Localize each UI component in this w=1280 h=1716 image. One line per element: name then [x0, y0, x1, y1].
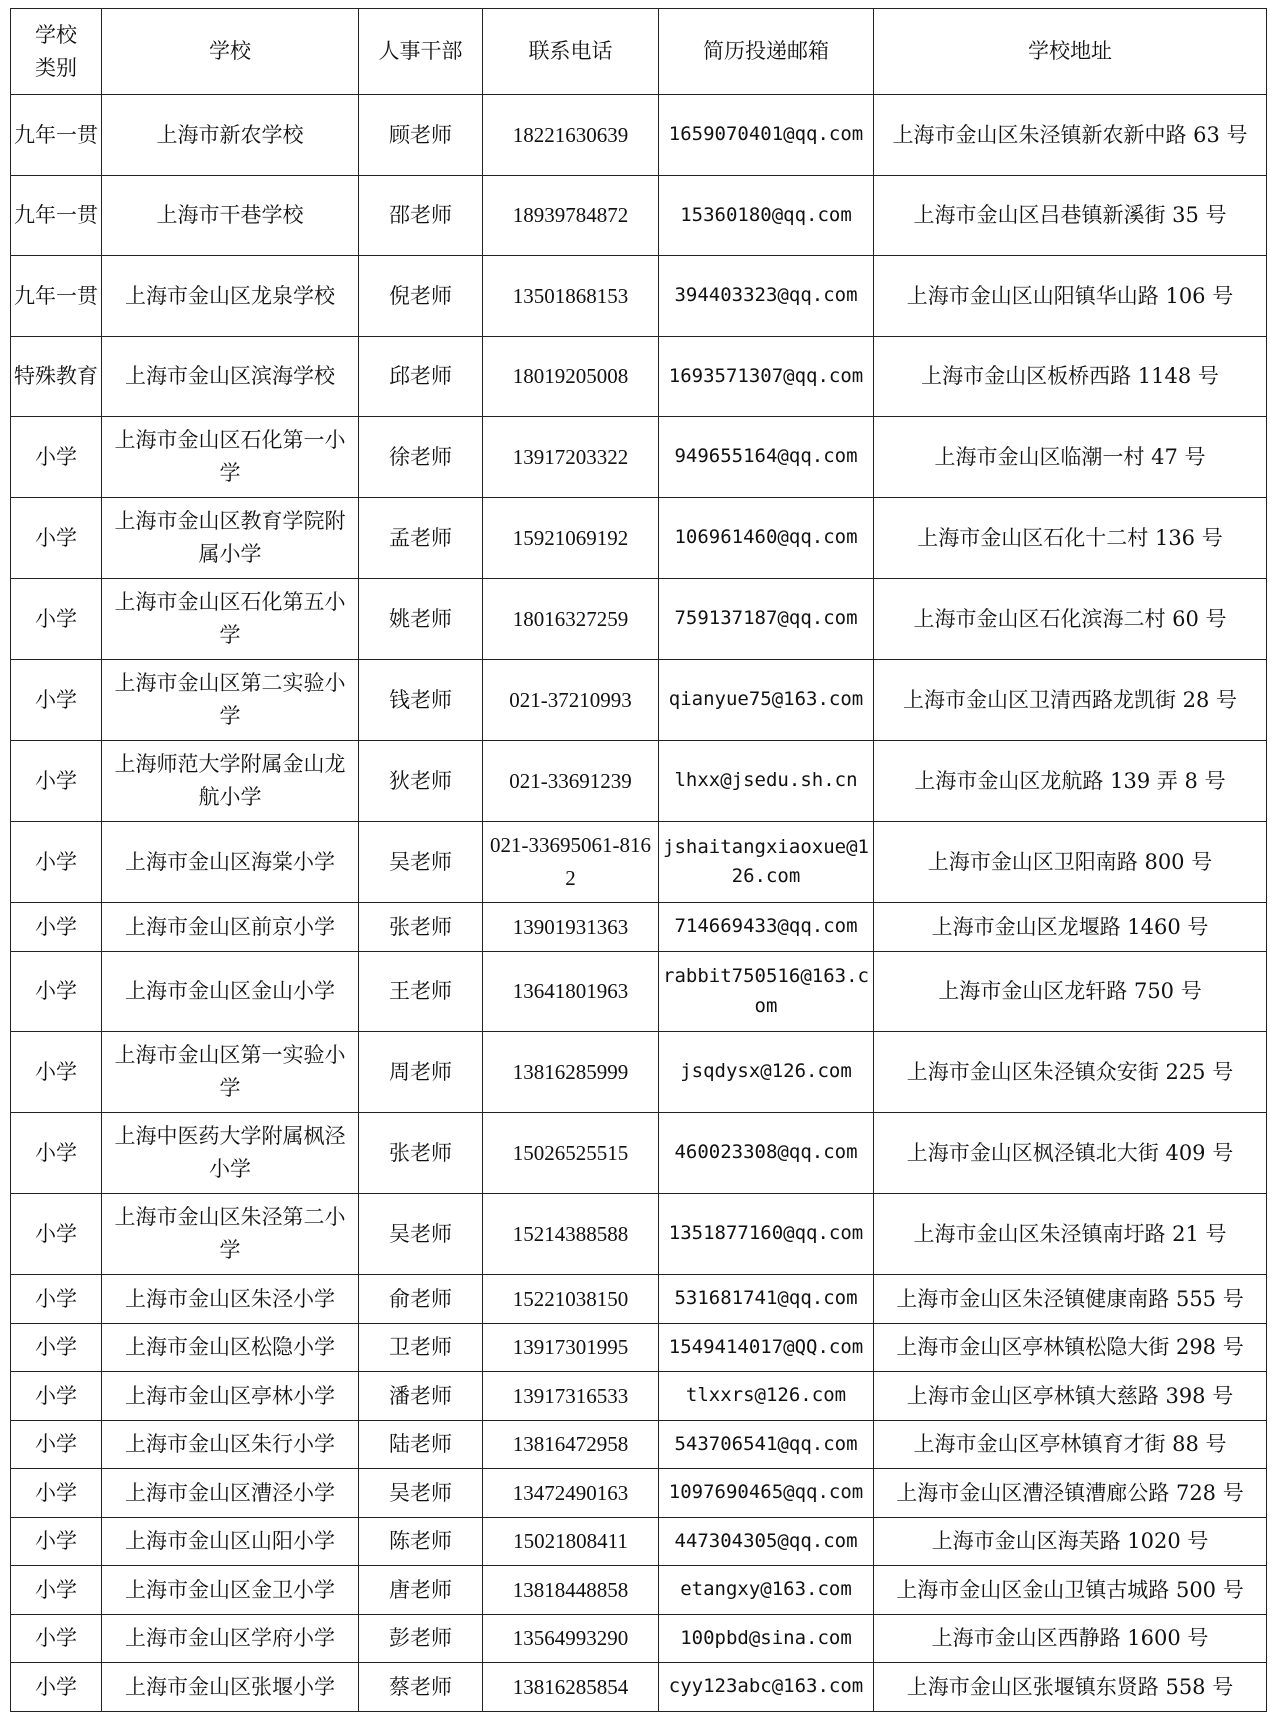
cell-school-type: 小学 — [11, 498, 102, 579]
cell-hr-contact: 邵老师 — [359, 176, 483, 256]
table-row — [11, 1615, 1267, 1663]
cell-email: 543706541@qq.com — [659, 1421, 874, 1469]
table-row — [11, 579, 1267, 660]
cell-school-type: 九年一贯 — [11, 95, 102, 176]
cell-hr-contact: 唐老师 — [359, 1566, 483, 1615]
cell-email: jshaitangxiaoxue@126.com — [659, 822, 874, 903]
cell-school-type: 小学 — [11, 952, 102, 1032]
cell-school-type: 小学 — [11, 660, 102, 741]
header-email: 简历投递邮箱 — [659, 9, 874, 95]
cell-email: 759137187@qq.com — [659, 579, 874, 660]
table-row — [11, 1113, 1267, 1194]
cell-school-type: 小学 — [11, 1469, 102, 1518]
cell-email: 1693571307@qq.com — [659, 337, 874, 417]
cell-school-type: 小学 — [11, 1663, 102, 1712]
cell-email: 1659070401@qq.com — [659, 95, 874, 176]
cell-school-name: 上海市金山区滨海学校 — [102, 337, 359, 417]
cell-hr-contact: 潘老师 — [359, 1372, 483, 1421]
school-contact-table — [10, 8, 1267, 1712]
cell-school-name: 上海市金山区前京小学 — [102, 903, 359, 952]
table-row — [11, 1324, 1267, 1372]
cell-address: 上海市金山区吕巷镇新溪街 35 号 — [874, 176, 1267, 256]
cell-email: 394403323@qq.com — [659, 256, 874, 337]
cell-school-name: 上海市金山区金卫小学 — [102, 1566, 359, 1615]
cell-address: 上海市金山区亭林镇大慈路 398 号 — [874, 1372, 1267, 1421]
cell-email: 1351877160@qq.com — [659, 1194, 874, 1275]
cell-school-type: 小学 — [11, 1194, 102, 1275]
cell-address: 上海市金山区亭林镇松隐大街 298 号 — [874, 1324, 1267, 1372]
cell-school-type: 小学 — [11, 1324, 102, 1372]
cell-school-type: 小学 — [11, 822, 102, 903]
cell-school-type: 小学 — [11, 903, 102, 952]
header-row — [11, 9, 1267, 95]
header-address: 学校地址 — [874, 9, 1267, 95]
table-row — [11, 1518, 1267, 1566]
cell-phone: 13917203322 — [483, 417, 659, 498]
cell-school-type: 小学 — [11, 1113, 102, 1194]
cell-email: lhxx@jsedu.sh.cn — [659, 741, 874, 822]
cell-hr-contact: 倪老师 — [359, 256, 483, 337]
cell-hr-contact: 蔡老师 — [359, 1663, 483, 1712]
cell-phone: 021-37210993 — [483, 660, 659, 741]
cell-email: 100pbd@sina.com — [659, 1615, 874, 1663]
cell-school-type: 小学 — [11, 417, 102, 498]
cell-school-name: 上海市金山区朱行小学 — [102, 1421, 359, 1469]
table-row — [11, 1032, 1267, 1113]
table-row — [11, 1275, 1267, 1324]
cell-phone: 18016327259 — [483, 579, 659, 660]
cell-address: 上海市金山区龙航路 139 弄 8 号 — [874, 741, 1267, 822]
cell-school-name: 上海市金山区张堰小学 — [102, 1663, 359, 1712]
cell-hr-contact: 陈老师 — [359, 1518, 483, 1566]
cell-phone: 15921069192 — [483, 498, 659, 579]
cell-hr-contact: 卫老师 — [359, 1324, 483, 1372]
cell-school-name: 上海市金山区山阳小学 — [102, 1518, 359, 1566]
cell-school-name: 上海市金山区朱泾小学 — [102, 1275, 359, 1324]
cell-phone: 13901931363 — [483, 903, 659, 952]
cell-address: 上海市金山区朱泾镇南圩路 21 号 — [874, 1194, 1267, 1275]
cell-address: 上海市金山区龙轩路 750 号 — [874, 952, 1267, 1032]
cell-school-type: 九年一贯 — [11, 176, 102, 256]
cell-phone: 18019205008 — [483, 337, 659, 417]
cell-school-type: 特殊教育 — [11, 337, 102, 417]
cell-email: 447304305@qq.com — [659, 1518, 874, 1566]
cell-address: 上海市金山区龙堰路 1460 号 — [874, 903, 1267, 952]
cell-email: 1549414017@QQ.com — [659, 1324, 874, 1372]
header-school: 学校 — [102, 9, 359, 95]
cell-phone: 021-33695061-8162 — [483, 822, 659, 903]
cell-hr-contact: 周老师 — [359, 1032, 483, 1113]
cell-address: 上海市金山区朱泾镇众安街 225 号 — [874, 1032, 1267, 1113]
table-row — [11, 498, 1267, 579]
cell-school-name: 上海市金山区海棠小学 — [102, 822, 359, 903]
cell-school-type: 小学 — [11, 1275, 102, 1324]
cell-address: 上海市金山区张堰镇东贤路 558 号 — [874, 1663, 1267, 1712]
cell-address: 上海市金山区板桥西路 1148 号 — [874, 337, 1267, 417]
cell-school-type: 小学 — [11, 1615, 102, 1663]
cell-address: 上海市金山区西静路 1600 号 — [874, 1615, 1267, 1663]
cell-hr-contact: 邱老师 — [359, 337, 483, 417]
cell-address: 上海市金山区亭林镇育才街 88 号 — [874, 1421, 1267, 1469]
cell-address: 上海市金山区朱泾镇健康南路 555 号 — [874, 1275, 1267, 1324]
cell-phone: 15221038150 — [483, 1275, 659, 1324]
cell-hr-contact: 狄老师 — [359, 741, 483, 822]
cell-phone: 15214388588 — [483, 1194, 659, 1275]
table-row — [11, 1194, 1267, 1275]
cell-email: rabbit750516@163.com — [659, 952, 874, 1032]
cell-email: etangxy@163.com — [659, 1566, 874, 1615]
header-phone: 联系电话 — [483, 9, 659, 95]
cell-school-name: 上海市金山区石化第五小学 — [102, 579, 359, 660]
cell-address: 上海市金山区临潮一村 47 号 — [874, 417, 1267, 498]
table-row — [11, 1421, 1267, 1469]
table-row — [11, 1372, 1267, 1421]
cell-phone: 13816285999 — [483, 1032, 659, 1113]
table-row — [11, 822, 1267, 903]
cell-phone: 18939784872 — [483, 176, 659, 256]
cell-school-type: 小学 — [11, 741, 102, 822]
cell-school-name: 上海师范大学附属金山龙航小学 — [102, 741, 359, 822]
cell-email: tlxxrs@126.com — [659, 1372, 874, 1421]
cell-school-name: 上海市金山区第一实验小学 — [102, 1032, 359, 1113]
cell-phone: 13917316533 — [483, 1372, 659, 1421]
cell-hr-contact: 顾老师 — [359, 95, 483, 176]
cell-address: 上海市金山区海芙路 1020 号 — [874, 1518, 1267, 1566]
cell-phone: 13818448858 — [483, 1566, 659, 1615]
cell-school-type: 九年一贯 — [11, 256, 102, 337]
cell-email: 15360180@qq.com — [659, 176, 874, 256]
cell-school-type: 小学 — [11, 1032, 102, 1113]
cell-hr-contact: 俞老师 — [359, 1275, 483, 1324]
cell-hr-contact: 张老师 — [359, 1113, 483, 1194]
table-row — [11, 95, 1267, 176]
cell-email: 460023308@qq.com — [659, 1113, 874, 1194]
cell-phone: 13564993290 — [483, 1615, 659, 1663]
table-row — [11, 1566, 1267, 1615]
header-school-type: 学校类别 — [11, 9, 102, 95]
cell-phone: 13472490163 — [483, 1469, 659, 1518]
cell-school-name: 上海市金山区金山小学 — [102, 952, 359, 1032]
cell-school-name: 上海市金山区漕泾小学 — [102, 1469, 359, 1518]
cell-email: 531681741@qq.com — [659, 1275, 874, 1324]
cell-school-name: 上海市金山区石化第一小学 — [102, 417, 359, 498]
cell-hr-contact: 王老师 — [359, 952, 483, 1032]
cell-address: 上海市金山区石化滨海二村 60 号 — [874, 579, 1267, 660]
cell-school-type: 小学 — [11, 579, 102, 660]
cell-school-name: 上海市新农学校 — [102, 95, 359, 176]
cell-school-name: 上海中医药大学附属枫泾小学 — [102, 1113, 359, 1194]
cell-hr-contact: 陆老师 — [359, 1421, 483, 1469]
table-row — [11, 1663, 1267, 1712]
cell-phone: 13641801963 — [483, 952, 659, 1032]
cell-hr-contact: 钱老师 — [359, 660, 483, 741]
cell-phone: 15021808411 — [483, 1518, 659, 1566]
cell-address: 上海市金山区石化十二村 136 号 — [874, 498, 1267, 579]
cell-school-name: 上海市金山区亭林小学 — [102, 1372, 359, 1421]
cell-email: jsqdysx@126.com — [659, 1032, 874, 1113]
table-row — [11, 952, 1267, 1032]
cell-school-type: 小学 — [11, 1566, 102, 1615]
cell-school-name: 上海市金山区松隐小学 — [102, 1324, 359, 1372]
cell-school-type: 小学 — [11, 1421, 102, 1469]
cell-address: 上海市金山区山阳镇华山路 106 号 — [874, 256, 1267, 337]
table-row — [11, 1469, 1267, 1518]
table-row — [11, 660, 1267, 741]
cell-hr-contact: 姚老师 — [359, 579, 483, 660]
cell-address: 上海市金山区金山卫镇古城路 500 号 — [874, 1566, 1267, 1615]
cell-school-name: 上海市金山区学府小学 — [102, 1615, 359, 1663]
cell-hr-contact: 吴老师 — [359, 822, 483, 903]
cell-school-name: 上海市金山区教育学院附属小学 — [102, 498, 359, 579]
cell-hr-contact: 吴老师 — [359, 1194, 483, 1275]
cell-hr-contact: 张老师 — [359, 903, 483, 952]
cell-email: 106961460@qq.com — [659, 498, 874, 579]
table-row — [11, 256, 1267, 337]
cell-phone: 13816472958 — [483, 1421, 659, 1469]
cell-phone: 13501868153 — [483, 256, 659, 337]
cell-phone: 13816285854 — [483, 1663, 659, 1712]
cell-address: 上海市金山区卫阳南路 800 号 — [874, 822, 1267, 903]
cell-school-name: 上海市金山区第二实验小学 — [102, 660, 359, 741]
cell-phone: 18221630639 — [483, 95, 659, 176]
cell-email: 714669433@qq.com — [659, 903, 874, 952]
table-row — [11, 337, 1267, 417]
table-row — [11, 903, 1267, 952]
table-row — [11, 741, 1267, 822]
cell-school-name: 上海市干巷学校 — [102, 176, 359, 256]
cell-email: 1097690465@qq.com — [659, 1469, 874, 1518]
cell-phone: 13917301995 — [483, 1324, 659, 1372]
cell-hr-contact: 彭老师 — [359, 1615, 483, 1663]
cell-hr-contact: 吴老师 — [359, 1469, 483, 1518]
cell-address: 上海市金山区朱泾镇新农新中路 63 号 — [874, 95, 1267, 176]
cell-hr-contact: 孟老师 — [359, 498, 483, 579]
cell-address: 上海市金山区漕泾镇漕廊公路 728 号 — [874, 1469, 1267, 1518]
cell-address: 上海市金山区卫清西路龙凯街 28 号 — [874, 660, 1267, 741]
cell-phone: 15026525515 — [483, 1113, 659, 1194]
cell-email: 949655164@qq.com — [659, 417, 874, 498]
cell-school-name: 上海市金山区朱泾第二小学 — [102, 1194, 359, 1275]
cell-phone: 021-33691239 — [483, 741, 659, 822]
table-row — [11, 176, 1267, 256]
cell-school-name: 上海市金山区龙泉学校 — [102, 256, 359, 337]
table-row — [11, 417, 1267, 498]
header-hr-contact: 人事干部 — [359, 9, 483, 95]
cell-address: 上海市金山区枫泾镇北大街 409 号 — [874, 1113, 1267, 1194]
cell-hr-contact: 徐老师 — [359, 417, 483, 498]
cell-email: cyy123abc@163.com — [659, 1663, 874, 1712]
cell-school-type: 小学 — [11, 1372, 102, 1421]
cell-email: qianyue75@163.com — [659, 660, 874, 741]
cell-school-type: 小学 — [11, 1518, 102, 1566]
